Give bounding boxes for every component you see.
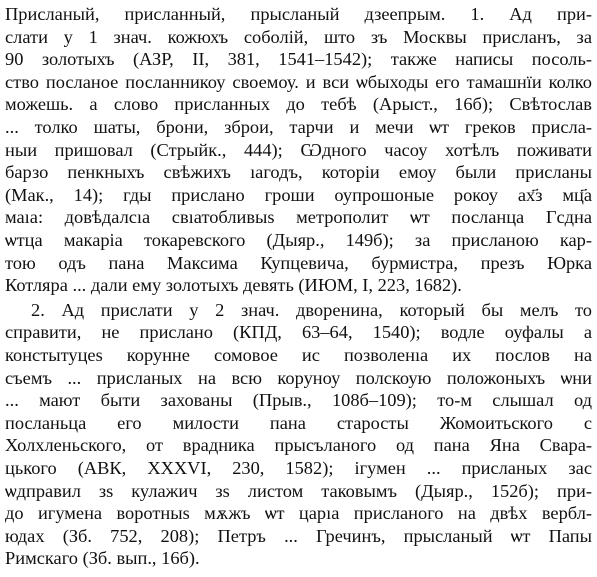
entry-line: ... толко шаты, брони, зброи, тарчи и мечи ѡт греков присла-: [5, 117, 592, 137]
entry-line: юдах (Зб. 752, 208); Петръ ... Гречинъ, прысланый ѡт Папы: [5, 525, 592, 546]
entry-line: маıа: довѣдалсıа свıатобливыѕ метрополит ѡт посланца Гсдна: [5, 207, 592, 228]
entry-line: Римскаго (Зб. вып., 16б).: [5, 548, 200, 569]
entry-line: посланьца его милости пана старосты Жомоитьского с: [5, 412, 592, 433]
entry-line: ѡтца макаріа токаревского (Дыяр., 149б); за присланою кар-: [5, 230, 592, 250]
entry-line: Холхленьского, от врадника прысъланого од пана Яна Свара-: [5, 435, 592, 456]
entry-line: Присланый, присланный, прысланый дзеeпрым. 1. Ад при-: [5, 4, 592, 24]
entry-line: барзо пенкныхъ свѣжихъ ıагодъ, которіи емоу были присланы: [5, 162, 592, 183]
entry-line: ... мают быти захованы (Прыв., 108б–109); то-м слышал од: [5, 390, 592, 411]
entry-line: тою одъ пана Максима Купцевича, бурмистра, презъ Юрка: [5, 252, 592, 273]
entry-line: 90 золотыхъ (АЗР, II, 381, 1541–1542); также написы посоль-: [5, 49, 592, 70]
entry-line: цького (АВК, XXXVI, 230, 1582); ігумен ... присланых зас: [5, 458, 592, 478]
entry-line: констытуцеѕ корунне сомовое ис позволенıа их послов на: [5, 345, 592, 365]
entry-line: ныи пришовал (Стрыйк., 444); Ѡдного часоу хотѣлъ поживати: [5, 139, 592, 160]
entry-line: 2. Ад прислати у 2 знач. дворенина, который бы мелъ то: [31, 299, 592, 320]
entry-line: (Мак., 14); гды прислано гроши оупрошоные рокоу ах҃з мц҃а: [5, 184, 592, 205]
entry-line: ство посланое посланникоу своемоу. и вси ѡбыходы его тамашнїи колко: [5, 71, 592, 92]
entry-line: ѡдправил зѕ кулажич зѕ листом таковымъ (Дыяр., 152б); при-: [5, 480, 592, 501]
entry-line: справити, не прислано (КПД, 63–64, 1540); водле оуфалы а: [5, 322, 592, 343]
entry-line: Котляра ... дали ему золотыхъ девять (ИЮМ, I, 223, 1682).: [5, 275, 462, 296]
entry-line: съемъ ... присланых на всю коруноу полскоую положоныхъ ѡни: [5, 367, 592, 388]
entry-line: слати у 1 знач. кожюхъ соболій, што зъ Москвы присланъ, за: [5, 26, 592, 47]
entry-line: до игумена воротныѕ мѫжъ ѡт царıа присланого на двѣх вербл-: [5, 503, 592, 524]
entry-line: можешь. а слово присланных до тебѣ (Арыст., 16б); Свѣтослав: [5, 94, 592, 115]
dictionary-entry: [5, 3, 592, 571]
